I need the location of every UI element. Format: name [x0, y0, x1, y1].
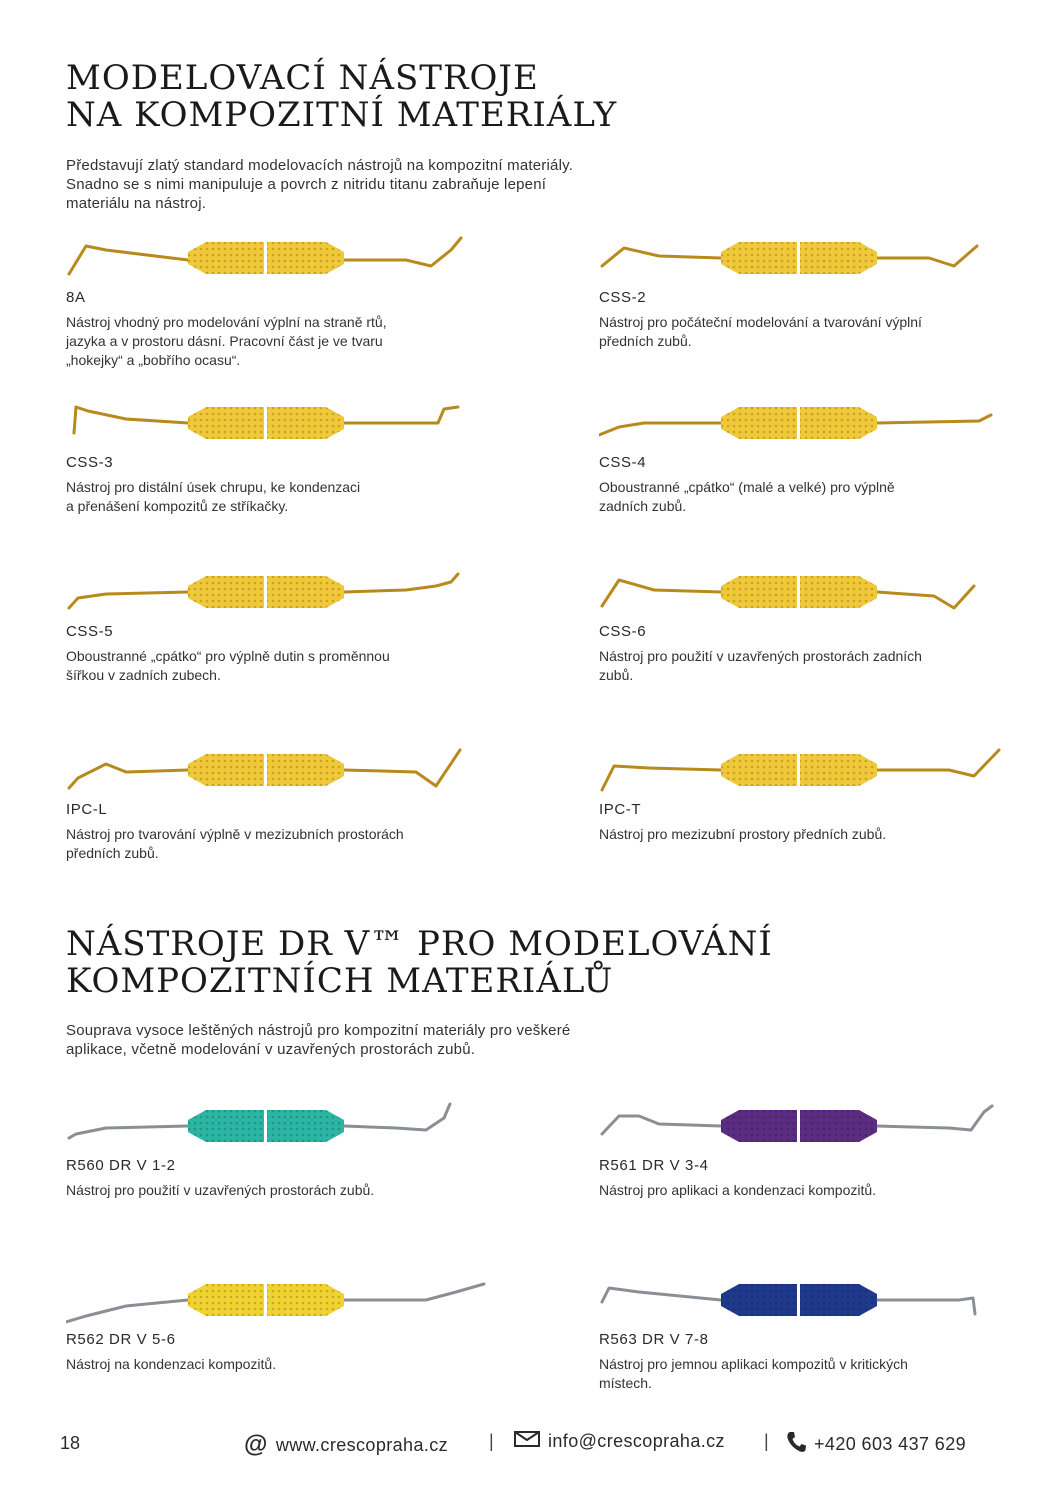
intro-line: materiálu na nástroj. — [66, 195, 207, 212]
intro-line: Představují zlatý standard modelovacích nástrojů na kompozitní materiály. — [66, 157, 574, 174]
website-link[interactable] — [244, 1431, 448, 1459]
section-title-modelovaci — [66, 60, 966, 134]
tool-card — [66, 1270, 486, 1380]
tool-description — [599, 313, 1019, 351]
tool-code: CSS-4 — [599, 454, 647, 471]
tool-code: R560 DR V 1-2 — [66, 1157, 176, 1174]
tool-description — [66, 647, 486, 685]
instrument-image — [599, 393, 1019, 451]
tool-card — [66, 228, 486, 378]
phone-text: +420 603 437 629 — [814, 1434, 967, 1454]
intro-line: Snadno se s nimi manipuluje a povrch z nitridu titanu zabraňuje lepení — [66, 176, 547, 193]
desc-line: Nástroj pro počáteční modelování a tvarování výplní — [599, 314, 922, 330]
tool-card — [599, 1096, 1019, 1206]
tool-description — [66, 825, 486, 863]
section-intro — [66, 156, 706, 213]
desc-line: šířkou v zadních zubech. — [66, 667, 221, 683]
title-line: NÁSTROJE DR V™ PRO MODELOVÁNÍ — [66, 924, 773, 964]
tool-code: R561 DR V 3-4 — [599, 1157, 709, 1174]
desc-line: Nástroj na kondenzaci kompozitů. — [66, 1356, 277, 1372]
tool-description — [599, 647, 1019, 685]
tool-code: R562 DR V 5-6 — [66, 1331, 176, 1348]
instrument-image — [599, 1096, 1019, 1154]
intro-line: aplikace, včetně modelování v uzavřených prostorách zubů. — [66, 1041, 476, 1058]
tool-description — [599, 1355, 1019, 1393]
phone-link[interactable] — [786, 1431, 966, 1458]
tool-code: IPC-L — [66, 801, 108, 818]
instrument-image — [599, 228, 1019, 286]
email-link[interactable] — [514, 1431, 725, 1452]
envelope-icon — [514, 1431, 540, 1452]
tool-card — [599, 562, 1019, 692]
tool-code: IPC-T — [599, 801, 642, 818]
instrument-image — [66, 228, 486, 286]
email-text: info@crescopraha.cz — [548, 1431, 725, 1451]
instrument-image — [599, 562, 1019, 620]
desc-line: Oboustranné „cpátko“ pro výplně dutin s proměnnou — [66, 648, 390, 664]
desc-line: Nástroj pro použití v uzavřených prostorách zadních — [599, 648, 922, 664]
section-intro — [66, 1021, 706, 1059]
title-line: KOMPOZITNÍCH MATERIÁLŮ — [66, 961, 614, 1001]
tool-description — [66, 1181, 486, 1200]
desc-line: Nástroj pro použití v uzavřených prostorách zubů. — [66, 1182, 375, 1198]
tool-code: R563 DR V 7-8 — [599, 1331, 709, 1348]
page-number: 18 — [60, 1433, 81, 1453]
footer-separator: | — [489, 1431, 494, 1451]
tool-card — [599, 740, 1019, 870]
desc-line: předních zubů. — [66, 845, 159, 861]
desc-line: Nástroj vhodný pro modelování výplní na straně rtů, — [66, 314, 387, 330]
desc-line: Oboustranné „cpátko“ (malé a velké) pro výplně — [599, 479, 895, 495]
website-text: www.crescopraha.cz — [275, 1434, 449, 1455]
phone-icon — [786, 1431, 806, 1458]
tool-card — [66, 1096, 486, 1206]
tool-code: CSS-5 — [66, 623, 114, 640]
tool-description — [599, 478, 1019, 516]
instrument-image — [599, 740, 1019, 798]
desc-line: jazyka a v prostoru dásní. Pracovní část je ve tvaru — [66, 333, 383, 349]
desc-line: „hokejky“ a „bobřího ocasu“. — [66, 352, 241, 368]
tool-code: CSS-6 — [599, 623, 647, 640]
section-title-dr-v — [66, 926, 966, 1000]
instrument-image — [66, 1270, 486, 1328]
desc-line: Nástroj pro distální úsek chrupu, ke kondenzaci — [66, 479, 361, 495]
tool-card — [66, 393, 486, 523]
tool-description — [599, 825, 1019, 844]
tool-description — [599, 1181, 1019, 1200]
title-line: MODELOVACÍ NÁSTROJE — [66, 58, 539, 98]
desc-line: a přenášení kompozitů ze stříkačky. — [66, 498, 289, 514]
tool-description — [66, 1355, 486, 1374]
footer — [0, 1425, 1058, 1465]
desc-line: zubů. — [599, 667, 634, 683]
desc-line: Nástroj pro tvarování výplně v mezizubních prostorách — [66, 826, 404, 842]
title-line: NA KOMPOZITNÍ MATERIÁLY — [66, 95, 618, 135]
intro-line: Souprava vysoce leštěných nástrojů pro kompozitní materiály pro veškeré — [66, 1022, 571, 1039]
instrument-image — [599, 1270, 1019, 1328]
footer-separator: | — [764, 1431, 769, 1451]
tool-code: CSS-3 — [66, 454, 114, 471]
desc-line: předních zubů. — [599, 333, 692, 349]
instrument-image — [66, 562, 486, 620]
desc-line: Nástroj pro jemnou aplikaci kompozitů v kritických — [599, 1356, 908, 1372]
at-icon: @ — [244, 1431, 268, 1458]
desc-line: zadních zubů. — [599, 498, 687, 514]
tool-description — [66, 478, 486, 516]
desc-line: Nástroj pro mezizubní prostory předních zubů. — [599, 826, 887, 842]
tool-card — [599, 1270, 1019, 1400]
tool-code: 8A — [66, 289, 86, 306]
tool-card — [599, 228, 1019, 378]
tool-code: CSS-2 — [599, 289, 647, 306]
desc-line: místech. — [599, 1375, 652, 1391]
desc-line: Nástroj pro aplikaci a kondenzaci kompozitů. — [599, 1182, 877, 1198]
instrument-image — [66, 740, 486, 798]
tool-card — [599, 393, 1019, 523]
tool-card — [66, 740, 486, 870]
tool-description — [66, 313, 486, 370]
tool-card — [66, 562, 486, 692]
instrument-image — [66, 393, 486, 451]
instrument-image — [66, 1096, 486, 1154]
